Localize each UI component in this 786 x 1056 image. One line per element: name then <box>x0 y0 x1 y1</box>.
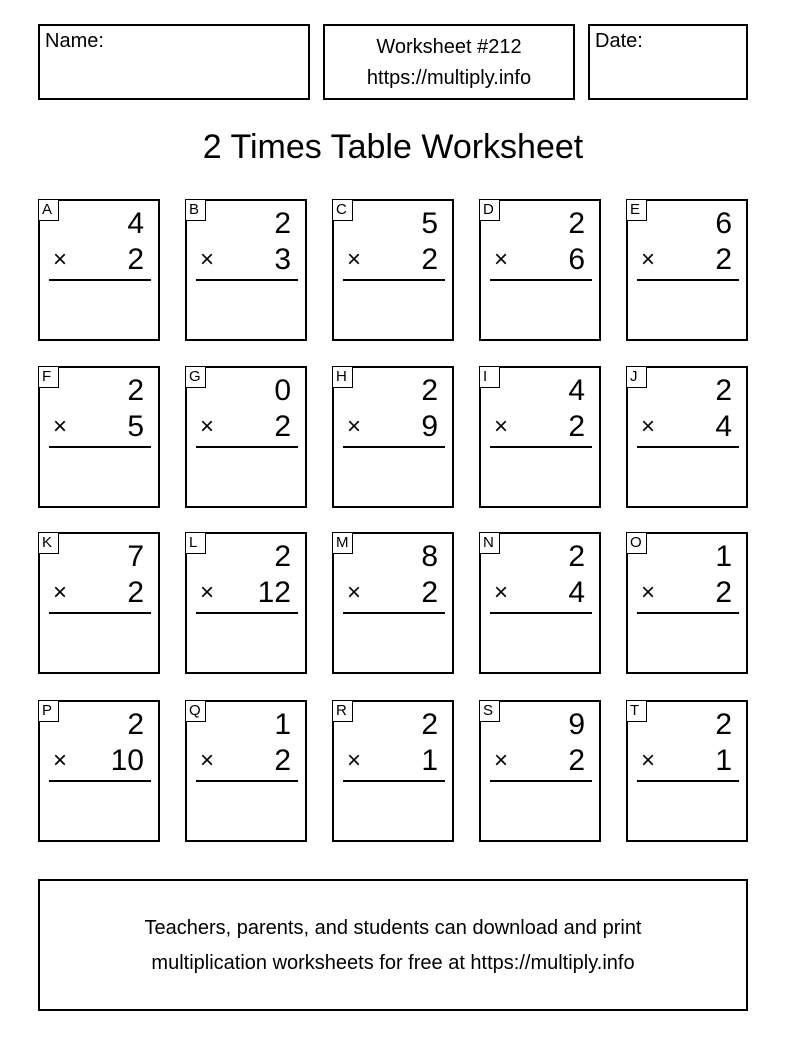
multiplicand: 4 <box>127 207 144 240</box>
answer-line <box>490 446 592 448</box>
multiplicand: 5 <box>421 207 438 240</box>
multiplier: 2 <box>274 410 291 443</box>
answer-line <box>343 279 445 281</box>
problem-letter: E <box>626 199 647 221</box>
multiplier: 12 <box>257 576 291 609</box>
times-sign: × <box>641 579 656 606</box>
problem-letter: Q <box>185 700 206 722</box>
times-sign: × <box>200 579 215 606</box>
times-sign: × <box>494 747 509 774</box>
times-sign: × <box>494 413 509 440</box>
multiplier: 2 <box>127 576 144 609</box>
times-sign: × <box>347 413 362 440</box>
multiplicand: 2 <box>568 207 585 240</box>
multiplicand: 2 <box>274 207 291 240</box>
times-sign: × <box>53 579 68 606</box>
multiplicand: 2 <box>127 374 144 407</box>
times-sign: × <box>53 413 68 440</box>
worksheet-number: Worksheet #212 <box>376 36 522 58</box>
problem-letter: M <box>332 532 353 554</box>
problem-card-h <box>332 366 454 508</box>
problem-letter: T <box>626 700 647 722</box>
times-sign: × <box>347 747 362 774</box>
multiplicand: 6 <box>715 207 732 240</box>
answer-line <box>196 612 298 614</box>
answer-line <box>490 612 592 614</box>
multiplier: 2 <box>715 576 732 609</box>
multiplier: 10 <box>110 744 144 777</box>
problem-letter: C <box>332 199 353 221</box>
multiplicand: 2 <box>274 540 291 573</box>
answer-line <box>343 780 445 782</box>
multiplicand: 8 <box>421 540 438 573</box>
multiplicand: 4 <box>568 374 585 407</box>
worksheet-url: https://multiply.info <box>366 67 532 89</box>
footer-line-2: multiplication worksheets for free at https://multiply.info <box>151 952 635 974</box>
answer-line <box>343 612 445 614</box>
problem-card-b <box>185 199 307 341</box>
problem-letter: H <box>332 366 353 388</box>
problem-card-f <box>38 366 160 508</box>
answer-line <box>49 446 151 448</box>
times-sign: × <box>200 747 215 774</box>
multiplicand: 2 <box>568 540 585 573</box>
problem-card-q <box>185 700 307 842</box>
problem-letter: I <box>479 366 500 388</box>
problem-card-j <box>626 366 748 508</box>
multiplicand: 1 <box>715 540 732 573</box>
problem-letter: F <box>38 366 59 388</box>
problem-card-d <box>479 199 601 341</box>
answer-line <box>49 780 151 782</box>
answer-line <box>343 446 445 448</box>
problem-card-i <box>479 366 601 508</box>
multiplier: 6 <box>568 243 585 276</box>
problem-card-s <box>479 700 601 842</box>
multiplier: 4 <box>568 576 585 609</box>
problem-card-l <box>185 532 307 674</box>
multiplier: 5 <box>127 410 144 443</box>
answer-line <box>490 780 592 782</box>
problem-card-p <box>38 700 160 842</box>
problem-letter: B <box>185 199 206 221</box>
problem-card-a <box>38 199 160 341</box>
multiplier: 4 <box>715 410 732 443</box>
times-sign: × <box>53 747 68 774</box>
problem-letter: R <box>332 700 353 722</box>
problem-card-e <box>626 199 748 341</box>
answer-line <box>49 279 151 281</box>
multiplicand: 9 <box>568 708 585 741</box>
problem-letter: G <box>185 366 206 388</box>
problem-letter: N <box>479 532 500 554</box>
multiplicand: 1 <box>274 708 291 741</box>
worksheet-info-box <box>323 24 575 100</box>
multiplicand: 2 <box>421 708 438 741</box>
problem-letter: O <box>626 532 647 554</box>
answer-line <box>196 446 298 448</box>
date-label: Date: <box>595 30 643 52</box>
multiplicand: 2 <box>715 708 732 741</box>
times-sign: × <box>641 747 656 774</box>
times-sign: × <box>494 246 509 273</box>
answer-line <box>637 279 739 281</box>
problem-card-c <box>332 199 454 341</box>
times-sign: × <box>200 413 215 440</box>
multiplier: 1 <box>421 744 438 777</box>
problem-card-g <box>185 366 307 508</box>
answer-line <box>196 780 298 782</box>
times-sign: × <box>347 579 362 606</box>
answer-line <box>637 780 739 782</box>
footer-box <box>38 879 748 1011</box>
problem-card-r <box>332 700 454 842</box>
problem-letter: S <box>479 700 500 722</box>
times-sign: × <box>641 413 656 440</box>
answer-line <box>196 279 298 281</box>
multiplier: 2 <box>421 576 438 609</box>
problem-card-o <box>626 532 748 674</box>
multiplier: 2 <box>568 410 585 443</box>
multiplier: 2 <box>715 243 732 276</box>
date-field-box <box>588 24 748 100</box>
answer-line <box>49 612 151 614</box>
problem-card-t <box>626 700 748 842</box>
footer-line-1: Teachers, parents, and students can download and print <box>144 917 642 939</box>
problem-letter: L <box>185 532 206 554</box>
multiplier: 2 <box>568 744 585 777</box>
multiplicand: 7 <box>127 540 144 573</box>
multiplier: 2 <box>274 744 291 777</box>
problem-letter: P <box>38 700 59 722</box>
answer-line <box>637 612 739 614</box>
problem-card-n <box>479 532 601 674</box>
multiplicand: 0 <box>274 374 291 407</box>
multiplicand: 2 <box>421 374 438 407</box>
page-title: 2 Times Table Worksheet <box>202 128 584 166</box>
problem-letter: J <box>626 366 647 388</box>
times-sign: × <box>347 246 362 273</box>
problem-letter: K <box>38 532 59 554</box>
multiplicand: 2 <box>715 374 732 407</box>
answer-line <box>490 279 592 281</box>
multiplier: 1 <box>715 744 732 777</box>
name-label: Name: <box>45 30 104 52</box>
times-sign: × <box>494 579 509 606</box>
problem-letter: A <box>38 199 59 221</box>
times-sign: × <box>200 246 215 273</box>
times-sign: × <box>641 246 656 273</box>
multiplier: 2 <box>127 243 144 276</box>
problem-card-m <box>332 532 454 674</box>
answer-line <box>637 446 739 448</box>
multiplier: 2 <box>421 243 438 276</box>
times-sign: × <box>53 246 68 273</box>
multiplicand: 2 <box>127 708 144 741</box>
multiplier: 3 <box>274 243 291 276</box>
multiplier: 9 <box>421 410 438 443</box>
name-field-box <box>38 24 310 100</box>
problem-letter: D <box>479 199 500 221</box>
problem-card-k <box>38 532 160 674</box>
